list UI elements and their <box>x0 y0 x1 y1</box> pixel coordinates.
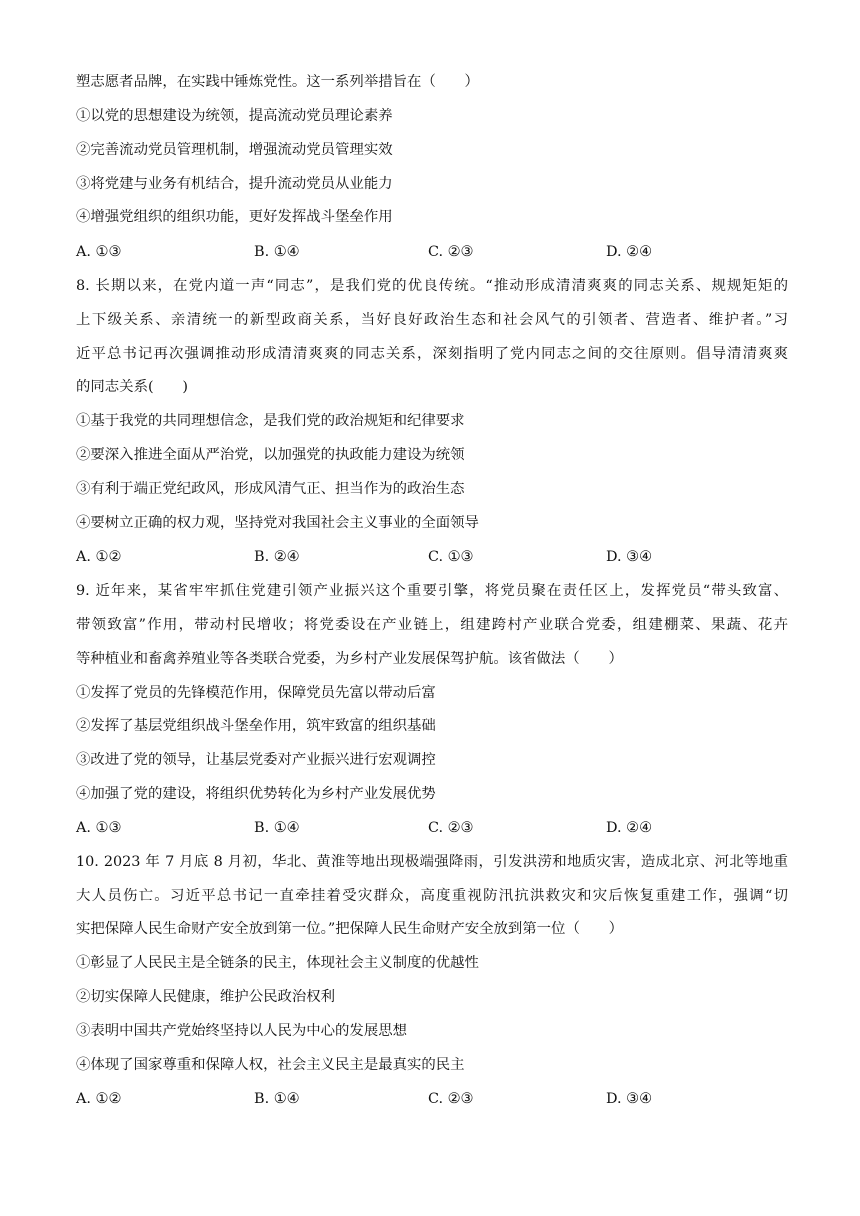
q10-statement-4: ④体现了国家尊重和保障人权，社会主义民主是最真实的民主 <box>76 1057 465 1073</box>
q7-statement-3: ③将党建与业务有机结合，提升流动党员从业能力 <box>76 176 393 192</box>
q7-statement-4: ④增强党组织的组织功能，更好发挥战斗堡垒作用 <box>76 209 393 225</box>
q7-option-d[interactable]: D. ②④ <box>606 244 652 260</box>
q8-option-c[interactable]: C. ①③ <box>428 549 474 565</box>
q10-option-b[interactable]: B. ①④ <box>254 1091 300 1107</box>
q10-statement-2: ②切实保障人民健康，维护公民政治权利 <box>76 989 336 1005</box>
q8-options <box>76 547 788 567</box>
q7-option-c[interactable]: C. ②③ <box>428 244 474 260</box>
q8-stem-line-1: 8. 长期以来，在党内道一声“同志”，是我们党的优良传统。“推动形成清清爽爽的同志关系、规规矩矩的 <box>76 278 788 294</box>
q8-option-d[interactable]: D. ③④ <box>606 549 652 565</box>
q10-statement-1: ①彰显了人民民主是全链条的民主，体现社会主义制度的优越性 <box>76 955 479 971</box>
q9-option-c[interactable]: C. ②③ <box>428 820 474 836</box>
q8-option-b[interactable]: B. ②④ <box>254 549 300 565</box>
q8-statement-3: ③有利于端正党纪政风，形成风清气正、担当作为的政治生态 <box>76 481 465 497</box>
q8-stem-line-2: 上下级关系、亲清统一的新型政商关系，当好良好政治生态和社会风气的引领者、营造者、维护者。”习 <box>76 312 788 328</box>
q8-statement-4: ④要树立正确的权力观，坚持党对我国社会主义事业的全面领导 <box>76 515 479 531</box>
q9-option-d[interactable]: D. ②④ <box>606 820 652 836</box>
q9-statement-4: ④加强了党的建设，将组织优势转化为乡村产业发展优势 <box>76 786 436 802</box>
q9-stem-line-2: 带领致富”作用，带动村民增收；将党委设在产业链上，组建跨村产业联合党委，组建棚菜、果蔬、花卉 <box>76 617 788 633</box>
q10-option-c[interactable]: C. ②③ <box>428 1091 474 1107</box>
q10-stem-line-1: 10. 2023 年 7 月底 8 月初，华北、黄淮等地出现极端强降雨，引发洪涝和地质灾害，造成北京、河北等地重 <box>76 854 788 870</box>
q7-statement-2: ②完善流动党员管理机制，增强流动党员管理实效 <box>76 142 393 158</box>
q7-stem-tail: 塑志愿者品牌，在实践中锤炼党性。这一系列举措旨在（ ） <box>76 74 479 90</box>
q8-statement-1: ①基于我党的共同理想信念，是我们党的政治规矩和纪律要求 <box>76 413 465 429</box>
q9-stem-line-3: 等种植业和畜禽养殖业等各类联合党委，为乡村产业发展保驾护航。该省做法（ ） <box>76 651 623 667</box>
q9-statement-3: ③改进了党的领导，让基层党委对产业振兴进行宏观调控 <box>76 752 436 768</box>
q7-options <box>76 242 788 262</box>
q9-statement-2: ②发挥了基层党组织战斗堡垒作用，筑牢致富的组织基础 <box>76 718 436 734</box>
q10-stem-line-2: 大人员伤亡。习近平总书记一直牵挂着受灾群众，高度重视防汛抗洪救灾和灾后恢复重建工作，强调“切 <box>76 888 788 904</box>
q8-stem-line-3: 近平总书记再次强调推动形成清清爽爽的同志关系，深刻指明了党内同志之间的交往原则。倡导清清爽爽 <box>76 346 788 362</box>
q10-option-d[interactable]: D. ③④ <box>606 1091 652 1107</box>
q7-option-b[interactable]: B. ①④ <box>254 244 300 260</box>
q7-statement-1: ①以党的思想建设为统领，提高流动党员理论素养 <box>76 108 393 124</box>
q9-options <box>76 818 788 838</box>
q10-statement-3: ③表明中国共产党始终坚持以人民为中心的发展思想 <box>76 1023 407 1039</box>
q9-stem-line-1: 9. 近年来，某省牢牢抓住党建引领产业振兴这个重要引擎，将党员聚在责任区上，发挥党员“带头致富、 <box>76 583 788 599</box>
q10-stem-line-3: 实把保障人民生命财产安全放到第一位。”把保障人民生命财产安全放到第一位（ ） <box>76 921 624 937</box>
q9-option-a[interactable]: A. ①③ <box>76 820 122 836</box>
q9-statement-1: ①发挥了党员的先锋模范作用，保障党员先富以带动后富 <box>76 685 436 701</box>
q10-options <box>76 1089 788 1109</box>
q8-option-a[interactable]: A. ①② <box>76 549 122 565</box>
q8-stem-line-4: 的同志关系( ) <box>76 379 188 395</box>
q7-option-a[interactable]: A. ①③ <box>76 244 122 260</box>
q9-option-b[interactable]: B. ①④ <box>254 820 300 836</box>
q10-option-a[interactable]: A. ①② <box>76 1091 122 1107</box>
q8-statement-2: ②要深入推进全面从严治党，以加强党的执政能力建设为统领 <box>76 447 465 463</box>
